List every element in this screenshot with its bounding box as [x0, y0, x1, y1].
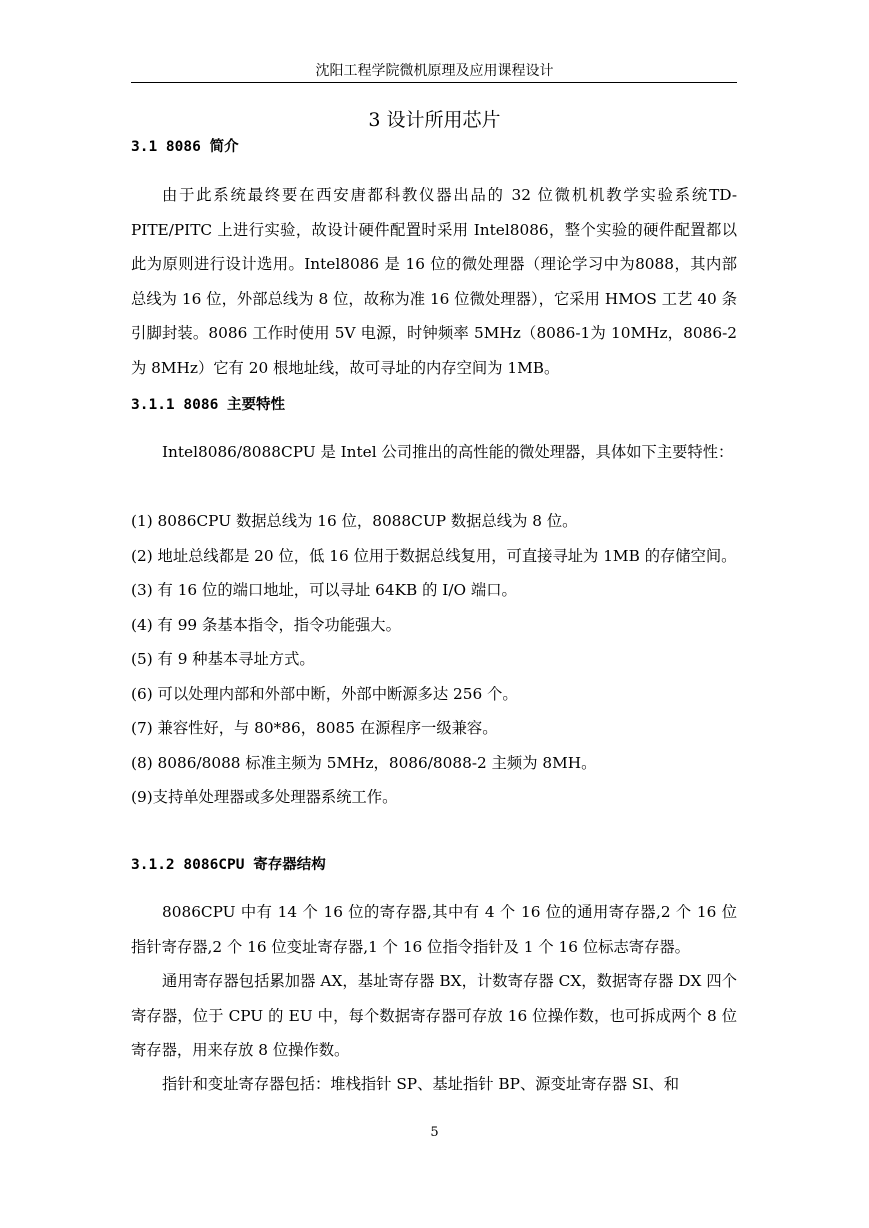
features-list [131, 504, 737, 815]
paragraph-registers-2: 通用寄存器包括累加器 AX，基址寄存器 BX，计数寄存器 CX，数据寄存器 DX 四个寄存器，位于 CPU 的 EU 中，每个数据寄存器可存放 16 位操作数，也可拆成两个 8 位寄存器，用来存放 8 位操作数。 [131, 972, 737, 1059]
list-item: (1) 8086CPU 数据总线为 16 位，8088CUP 数据总线为 8 位。 [131, 512, 578, 530]
list-item: (8) 8086/8088 标准主频为 5MHz，8086/8088-2 主频为 8MH。 [131, 753, 597, 772]
paragraph-registers-1: 8086CPU 中有 14 个 16 位的寄存器,其中有 4 个 16 位的通用寄存器,2 个 16 位指针寄存器,2 个 16 位变址寄存器,1 个 16 位指令指针及 1 个 16 位标志寄存器。 [131, 903, 737, 956]
section-number: 3.1 8086 [131, 139, 201, 155]
header-rule [131, 82, 737, 83]
section-heading-3-1 [131, 137, 239, 157]
list-item: (4) 有 99 条基本指令，指令功能强大。 [131, 615, 401, 634]
paragraph-features-intro: Intel8086/8088CPU 是 Intel 公司推出的高性能的微处理器，具体如下主要特性： [162, 443, 734, 461]
paragraph-registers-3: 指针和变址寄存器包括：堆栈指针 SP、基址指针 BP、源变址寄存器 SI、和 [162, 1075, 680, 1093]
section-title: 简介 [209, 139, 239, 155]
section-number: 3.1.1 8086 [131, 397, 219, 413]
section-heading-3-1-2 [131, 855, 326, 875]
paragraph-intro: 由于此系统最终要在西安唐都科教仪器出品的 32 位微机机教学实验系统TD-PITE/PITC 上进行实验，故设计硬件配置时采用 Intel8086，整个实验的硬件配置都以此为原则进行设计选用。Intel8086 是 16 位的微处理器（理论学习中为8088，其内部总线为 16 位，外部总线为 8 位，故称为准 16 位微处理器），它采用 HMOS 工艺 40 条引脚封装。8086 工作时使用 5V 电源，时钟频率 5MHz（8086-1为 10MHz，8086-2 为 8MHz）它有 20 根地址线，故可寻址的内存空间为 1MB。 [131, 186, 737, 377]
section-title: 主要特性 [227, 397, 286, 413]
list-item: (5) 有 9 种基本寻址方式。 [131, 650, 315, 668]
list-item: (6) 可以处理内部和外部中断，外部中断源多达 256 个。 [131, 684, 518, 703]
section-heading-3-1-1 [131, 395, 285, 415]
list-item: (2) 地址总线都是 20 位，低 16 位用于数据总线复用，可直接寻址为 1MB 的存储空间。 [131, 546, 737, 565]
list-item: (7) 兼容性好，与 80*86，8085 在源程序一级兼容。 [131, 719, 498, 737]
section-number: 3.1.2 8086CPU [131, 857, 245, 873]
list-item: (9)支持单处理器或多处理器系统工作。 [131, 788, 398, 806]
page-number: 5 [430, 1125, 439, 1140]
page-header-title: 沈阳工程学院微机原理及应用课程设计 [315, 63, 554, 79]
list-item: (3) 有 16 位的端口地址，可以寻址 64KB 的 I/O 端口。 [131, 581, 517, 599]
chapter-title: 3 设计所用芯片 [368, 109, 501, 131]
section-title: 寄存器结构 [253, 857, 326, 873]
